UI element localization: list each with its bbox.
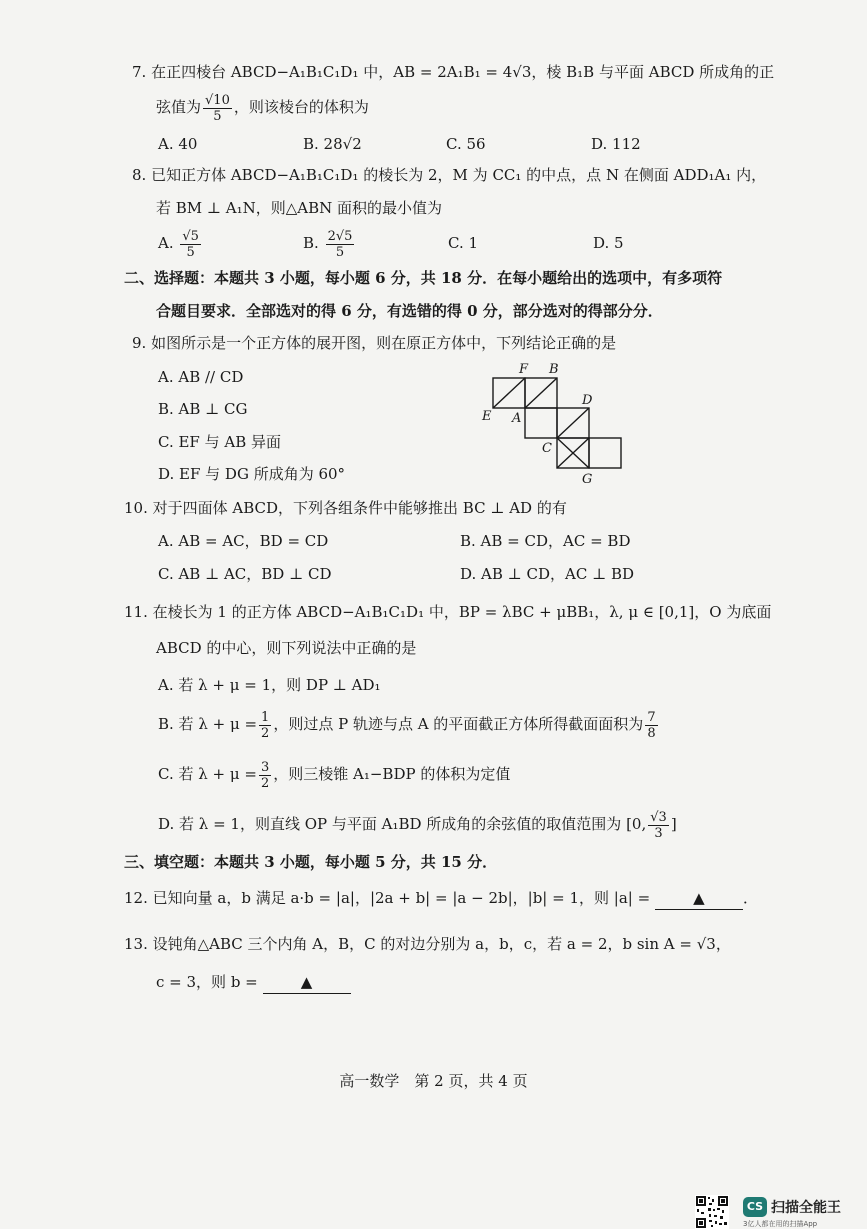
page-footer: 高一数学 第 2 页，共 4 页 [339,1072,528,1090]
q11-optD-fraction [648,810,669,841]
q13-line1: 13. 设钝角△ABC 三个内角 A，B，C 的对边分别为 a，b，c，若 a = 2，b sin A = √3， [124,935,731,953]
q11-option-c [158,756,510,792]
q11-optD-fnum: √3 [650,809,667,825]
fig-label-f: F [519,362,529,377]
q8-option-b-fraction [326,229,355,260]
q7-line2-pre: 弦值为 [156,98,202,116]
q10-stem: 10. 对于四面体 ABCD，下列各组条件中能够推出 BC ⊥ AD 的有 [124,499,567,517]
q13-line2-text: c = 3，则 b = [156,973,258,991]
q11-optB-mid: ，则过点 P 轨迹与点 A 的平面截正方体所得截面面积为 [273,715,644,733]
q10-option-a: A. AB = AC，BD = CD [158,532,329,550]
scanner-app-name: 扫描全能王 [771,1200,841,1216]
net-diagonal-ab [525,378,557,408]
q8-option-a [158,225,203,261]
q7-frac-num: √10 [205,92,230,108]
q11-optB-anum: 7 [647,709,656,725]
q8-option-b [303,225,356,261]
q10-option-d: D. AB ⊥ CD，AC ⊥ BD [460,565,635,583]
q11-option-d [158,806,677,842]
q7-option-c: C. 56 [446,135,486,153]
q11-optC-fnum: 3 [260,759,270,775]
q11-line2: ABCD 的中心，则下列说法中正确的是 [156,639,417,657]
q11-optC-pre: C. 若 λ + μ = [158,765,257,783]
q11-optB-aden: 8 [647,725,656,741]
q10-option-c: C. AB ⊥ AC，BD ⊥ CD [158,565,332,583]
q8-optA-num: √5 [182,228,199,244]
q11-optD-pre: D. 若 λ = 1，则直线 OP 与平面 A₁BD 所成角的余弦值的取值范围为 [0, [158,815,647,833]
cube-net-figure [478,360,628,488]
q8-option-b-label: B. [303,234,319,252]
q12-end: ． [742,889,758,907]
q8-option-a-fraction [180,229,201,260]
q9-option-a: A. AB // CD [158,368,244,386]
net-square-6 [589,438,621,468]
q11-optD-post: ] [670,815,677,833]
fig-label-g: G [582,472,593,487]
q11-option-a: A. 若 λ + μ = 1，则 DP ⊥ AD₁ [158,676,381,694]
q8-optA-den: 5 [186,244,195,260]
q12-text: 12. 已知向量 a，b 满足 a·b = |a|，|2a + b| = |a − 2b|，|b| = 1，则 |a| = [124,889,651,907]
q8-optB-num: 2√5 [327,228,353,244]
q12 [124,887,758,910]
fig-label-b: B [549,362,559,377]
q8-line2: 若 BM ⊥ A₁N，则△ABN 面积的最小值为 [156,199,443,217]
net-diagonal-ef [493,378,525,408]
q8-option-a-label: A. [158,234,174,252]
fig-label-c: C [542,441,552,456]
q7-option-d: D. 112 [591,135,641,153]
q11-line1: 11. 在棱长为 1 的正方体 ABCD−A₁B₁C₁D₁ 中，BP = λBC + μBB₁，λ, μ ∈ [0,1]，O 为底面 [124,603,772,621]
q11-optB-fnum: 1 [261,709,270,725]
net-square-3 [525,408,557,438]
q12-answer-blank[interactable] [655,887,743,910]
q11-optB-fden: 2 [261,725,270,741]
fig-label-a: A [512,411,522,426]
q8-option-d: D. 5 [593,234,624,252]
q11-optB-fraction [259,710,271,741]
q7-option-a: A. 40 [158,135,198,153]
q10-option-b: B. AB = CD，AC = BD [460,532,631,550]
q11-optD-fden: 3 [654,825,663,841]
q9-option-d: D. EF 与 DG 所成角为 60° [158,465,346,483]
q7-line2 [156,90,369,124]
section2-line1: 二、选择题：本题共 3 小题，每小题 6 分，共 18 分．在每小题给出的选项中，有多项符 [124,269,723,287]
q7-line2-post: ，则该棱台的体积为 [233,98,369,116]
fig-label-d: D [582,393,593,408]
scanner-tagline: 3亿人都在用的扫描App [743,1220,818,1228]
q9-stem: 9. 如图所示是一个正方体的展开图，则在原正方体中，下列结论正确的是 [132,334,617,352]
q11-optB-answer-fraction [645,710,657,741]
q9-option-c: C. EF 与 AB 异面 [158,433,281,451]
q12-blank-mark: ▲ [693,889,705,907]
q11-optB-pre: B. 若 λ + μ = [158,715,258,733]
q13-line2 [156,971,351,994]
qr-code-icon [695,1195,729,1229]
q7-option-b: B. 28√2 [303,135,362,153]
q7-line1: 7. 在正四棱台 ABCD−A₁B₁C₁D₁ 中，AB = 2A₁B₁ = 4√3，棱 B₁B 与平面 ABCD 所成角的正 [132,63,775,81]
net-diagonal-cd [557,408,589,438]
section3-title: 三、填空题：本题共 3 小题，每小题 5 分，共 15 分． [124,853,498,871]
section2-line2: 合题目要求．全部选对的得 6 分，有选错的得 0 分，部分选对的得部分分． [156,302,663,320]
q11-optC-post: ，则三棱锥 A₁−BDP 的体积为定值 [273,765,511,783]
q9-option-b: B. AB ⊥ CG [158,400,248,418]
q7-frac-den: 5 [213,108,222,124]
q11-optC-fden: 2 [260,775,270,791]
q8-line1: 8. 已知正方体 ABCD−A₁B₁C₁D₁ 的棱长为 2，M 为 CC₁ 的中点，点 N 在侧面 ADD₁A₁ 内， [132,166,767,184]
fig-label-e: E [482,409,492,424]
q13-answer-blank[interactable] [263,971,351,994]
q7-fraction [203,93,232,124]
q8-option-c: C. 1 [448,234,479,252]
scanner-logo-icon: CS [743,1197,767,1217]
q11-option-b [158,706,660,742]
q8-optB-den: 5 [335,244,345,260]
q13-blank-mark: ▲ [300,973,313,991]
q11-optC-fraction [259,760,271,791]
